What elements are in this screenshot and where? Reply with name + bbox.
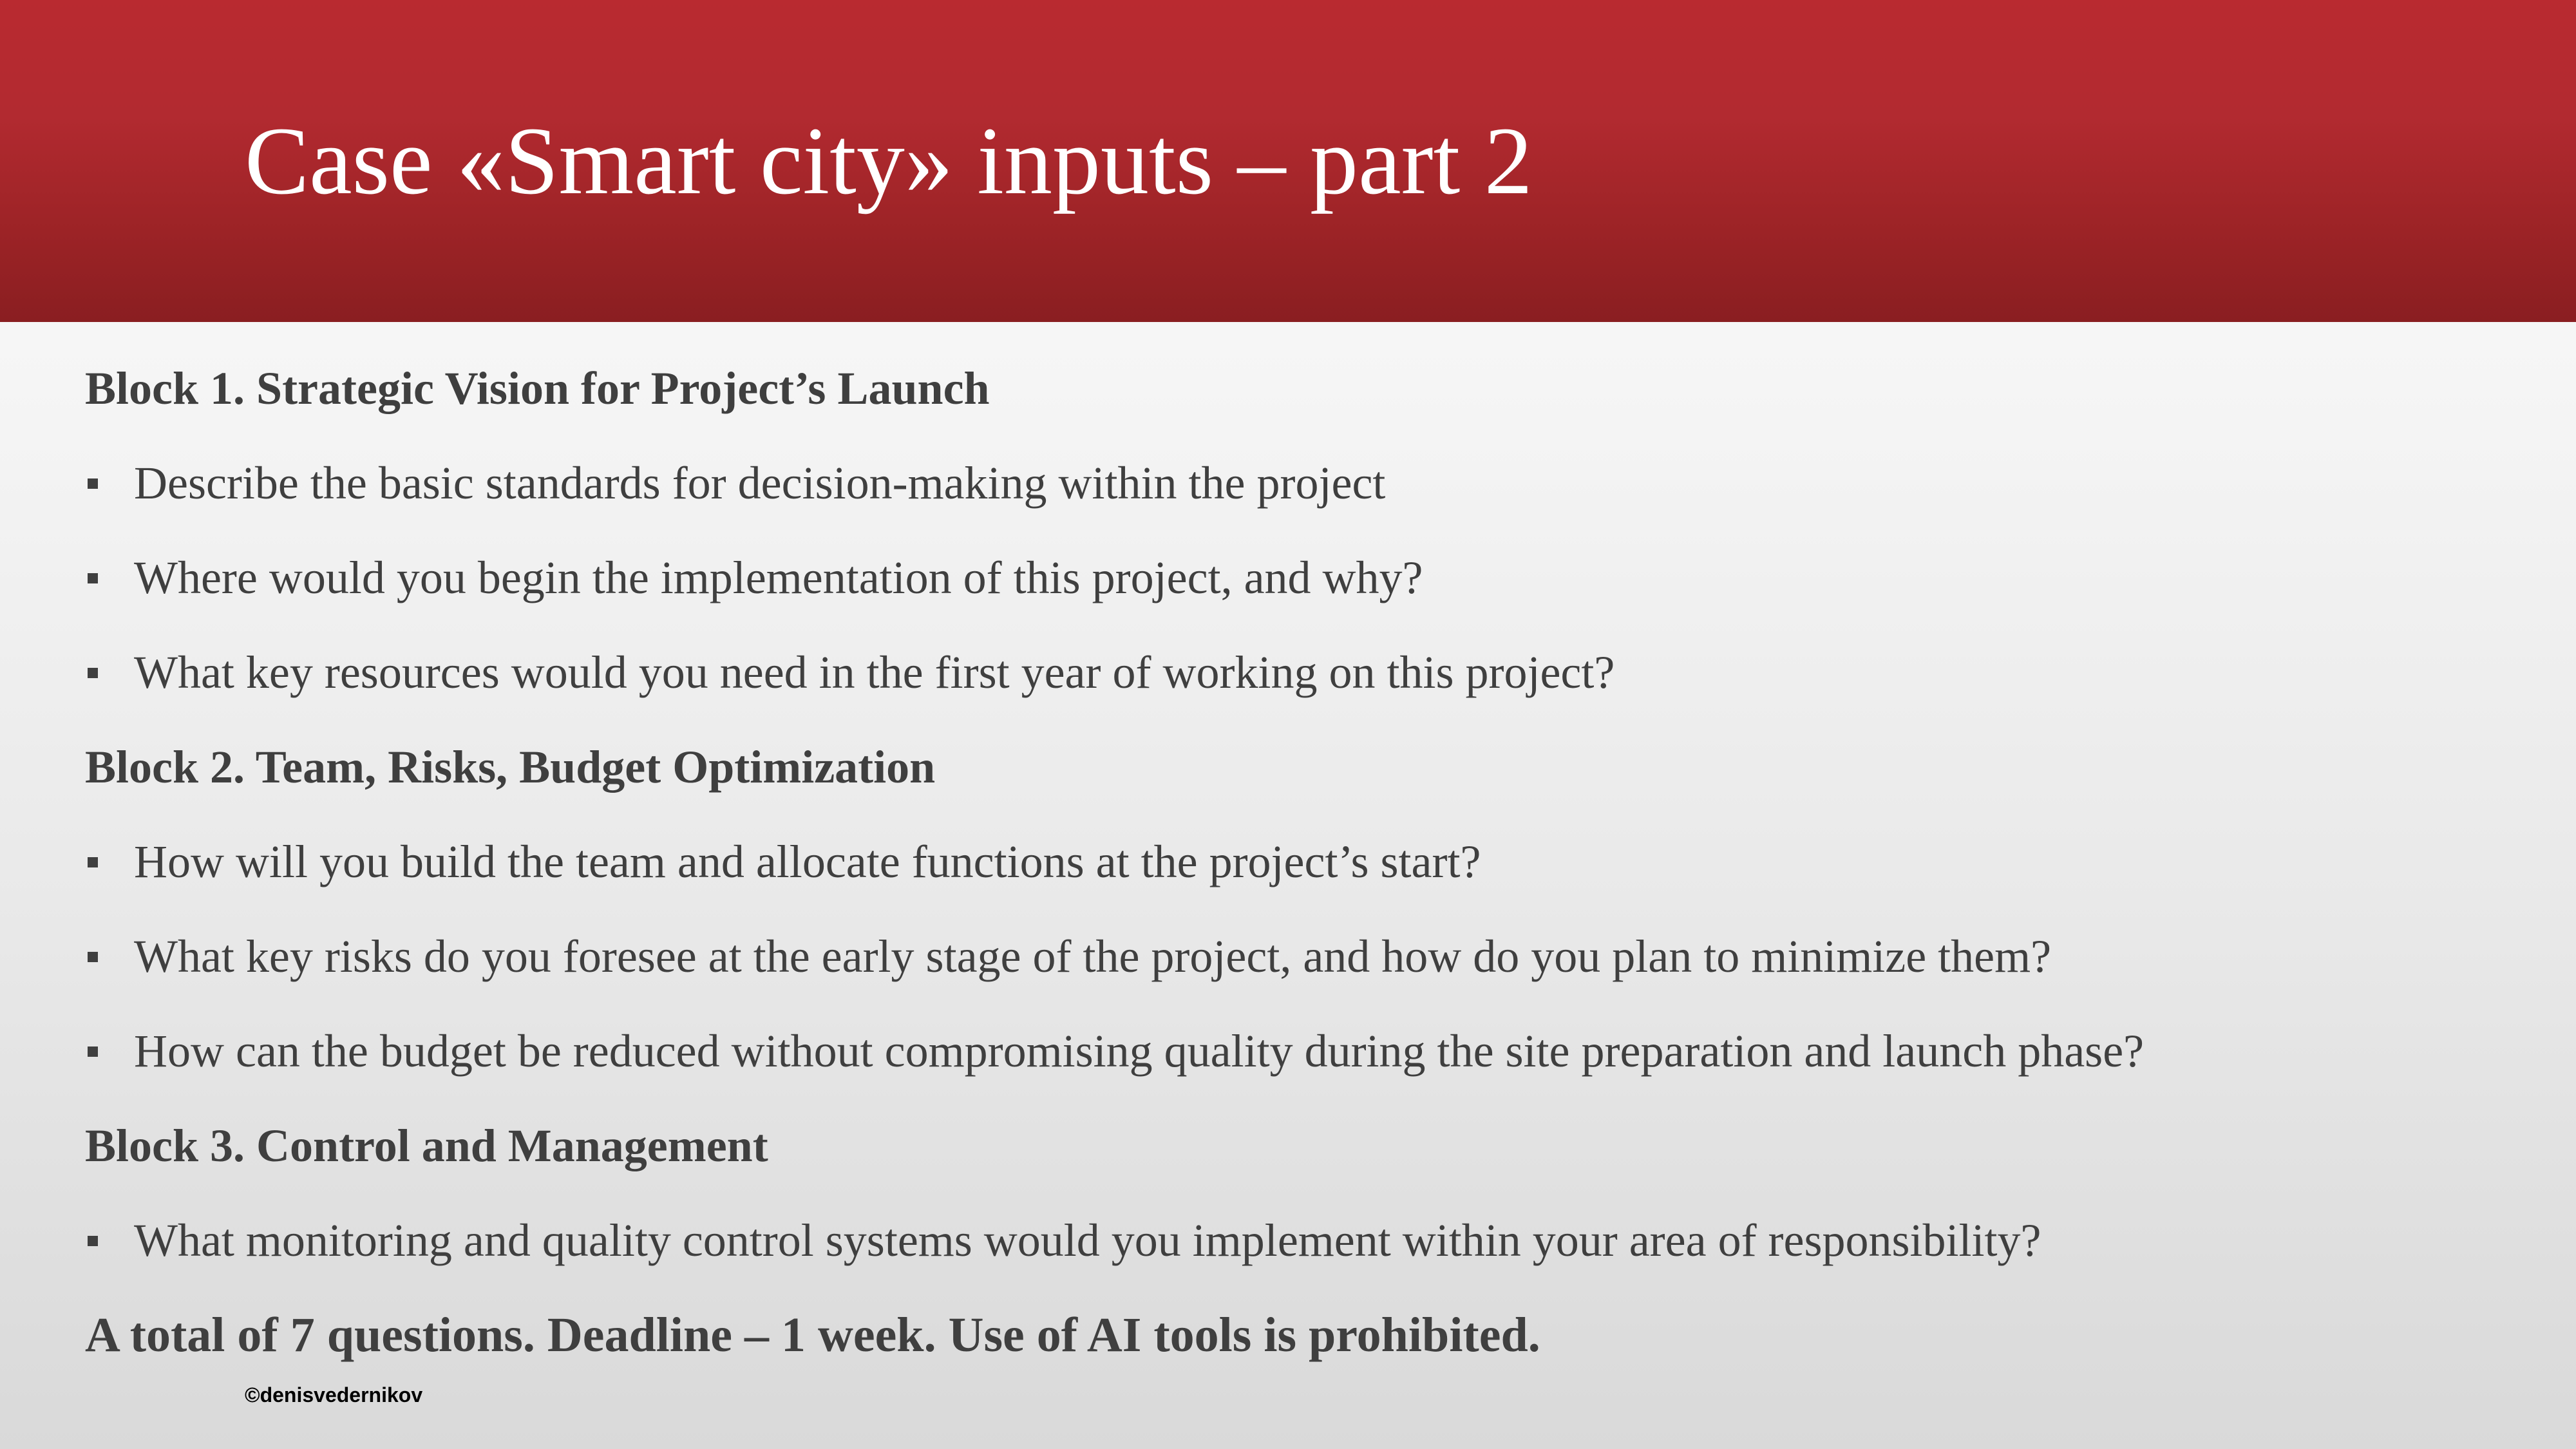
block-2-heading: Block 2. Team, Risks, Budget Optimization	[85, 741, 936, 793]
square-bullet-icon	[88, 952, 98, 962]
author-credit: ©denisvedernikov	[245, 1383, 423, 1406]
bullet-text: Where would you begin the implementation of this project, and why?	[134, 552, 1423, 603]
title-band	[0, 0, 2576, 322]
square-bullet-icon	[88, 478, 98, 489]
block-2-item-1	[85, 815, 2532, 909]
block-1-item-1	[85, 436, 2532, 531]
block-2-item-2	[85, 909, 2532, 1004]
block-1-item-2	[85, 531, 2532, 625]
block-1-item-3	[85, 625, 2532, 720]
slide-title: Case «Smart city» inputs – part 2	[245, 108, 1533, 214]
bullet-text: What key resources would you need in the first year of working on this project?	[134, 647, 1615, 698]
square-bullet-icon	[88, 668, 98, 678]
square-bullet-icon	[88, 573, 98, 583]
block-1-heading: Block 1. Strategic Vision for Project’s Launch	[85, 363, 990, 414]
bullet-text: How will you build the team and allocate functions at the project’s start?	[134, 836, 1481, 887]
square-bullet-icon	[88, 1236, 98, 1246]
block-2-item-3	[85, 1004, 2532, 1099]
block-3-item-1	[85, 1193, 2532, 1288]
summary-note: A total of 7 questions. Deadline – 1 week. Use of AI tools is prohibited.	[85, 1308, 1540, 1362]
bullet-text: What key risks do you foresee at the early stage of the project, and how do you plan to minimize them?	[134, 931, 2052, 982]
square-bullet-icon	[88, 1046, 98, 1057]
block-3-heading: Block 3. Control and Management	[85, 1120, 768, 1171]
square-bullet-icon	[88, 857, 98, 867]
bullet-text: What monitoring and quality control systems would you implement within your area of responsibility?	[134, 1215, 2041, 1266]
bullet-text: How can the budget be reduced without compromising quality during the site preparation and launch phase?	[134, 1025, 2145, 1077]
bullet-text: Describe the basic standards for decision-making within the project	[134, 457, 1386, 509]
slide-content	[85, 341, 2532, 1383]
